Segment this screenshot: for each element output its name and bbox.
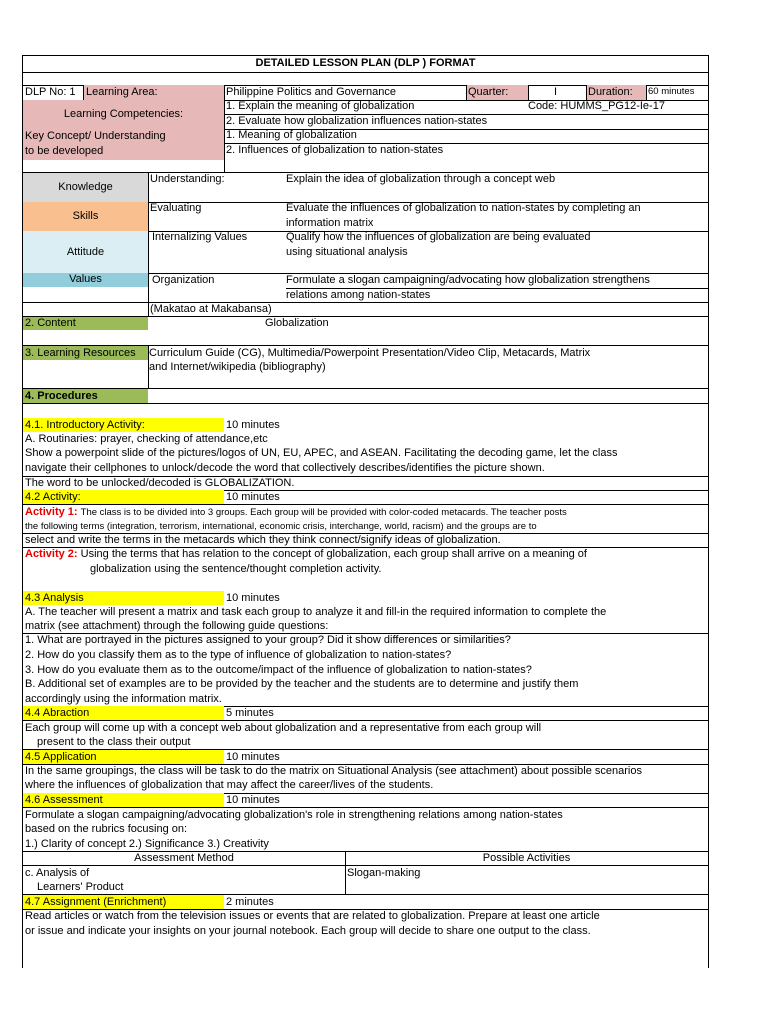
key-concept-label-1: Key Concept/ Understanding: [25, 130, 166, 142]
intro-label-cell: [23, 418, 224, 432]
assessment-method-header: Assessment Method: [134, 852, 234, 864]
assessment-method-2: Learners' Product: [37, 881, 124, 893]
attitude-objective-1: Qualify how the influences of globalization are being evaluated: [286, 231, 591, 243]
possible-activity-value: Slogan-making: [347, 867, 421, 879]
activity-label-cell: [23, 490, 224, 504]
resources-label-cell: [23, 346, 148, 360]
activity-2-tag: Activity 2:: [25, 548, 78, 560]
learning-area-value: Philippine Politics and Governance: [226, 86, 396, 98]
procedures-label: 4. Procedures: [25, 390, 98, 402]
duration-label: Duration:: [588, 86, 633, 98]
quarter-value: I: [554, 86, 558, 98]
skills-objective-2: information matrix: [286, 217, 374, 229]
dlp-number: DLP No: 1: [25, 86, 76, 98]
analysis-line-2: matrix (see attachment) through the following guide questions:: [25, 620, 329, 632]
analysis-line-5: 3. How do you evaluate them as to the outcome/impact of the influence of globalization to nation-states?: [25, 664, 532, 676]
attitude-label-cell: [23, 231, 148, 273]
assessment-line-2: based on the rubrics focusing on:: [25, 823, 188, 835]
attitude-label: Attitude: [66, 246, 105, 258]
duration-label-cell: [586, 85, 646, 100]
analysis-time: 10 minutes: [226, 592, 280, 604]
activity-1-line-1: The class is to be divided into 3 groups. Each group will be provided with color-coded metacards. The teacher posts: [80, 507, 567, 518]
assignment-line-1: Read articles or watch from the television issues or events that are related to globalization. Prepare at least one article: [25, 910, 600, 922]
assessment-label-cell: [23, 793, 224, 807]
competency-1: 1. Explain the meaning of globalization: [226, 100, 415, 112]
application-label: 4.5 Application: [25, 751, 97, 763]
analysis-line-6: B. Additional set of examples are to be provided by the teacher and the students are to determine and justify them: [25, 678, 579, 690]
assessment-line-3: 1.) Clarity of concept 2.) Significance 3.) Creativity: [25, 838, 269, 850]
application-line-2: where the influences of globalization that may affect the career/lives of the students.: [25, 779, 434, 791]
application-label-cell: [23, 750, 224, 764]
procedures-label-cell: [23, 389, 148, 403]
quarter-label-cell: [466, 85, 528, 100]
values-note: (Makatao at Makabansa): [150, 303, 272, 315]
key-concept-label-2: to be developed: [25, 145, 104, 157]
key-concept-2: 2. Influences of globalization to nation-states: [226, 144, 444, 156]
duration-value: 60 minutes: [648, 86, 695, 97]
divider: [23, 72, 708, 73]
intro-line-4: The word to be unlocked/decoded is GLOBALIZATION.: [25, 477, 295, 489]
analysis-line-7: accordingly using the information matrix.: [25, 693, 222, 705]
activity-2-line-2: globalization using the sentence/thought completion activity.: [90, 563, 382, 575]
assignment-line-2: or issue and indicate your insights on your journal notebook. Each group will decide to share one output to the class.: [25, 925, 591, 937]
application-time: 10 minutes: [226, 751, 280, 763]
assessment-method-1: c. Analysis of: [25, 867, 90, 879]
resources-line-2: and Internet/wikipedia (bibliography): [149, 361, 326, 373]
attitude-objective-2: using situational analysis: [286, 246, 408, 258]
possible-activities-header: Possible Activities: [482, 852, 571, 864]
key-concept-1: 1. Meaning of globalization: [226, 129, 357, 141]
resources-label: 3. Learning Resources: [25, 347, 136, 359]
competencies-label-cell: [23, 100, 224, 129]
analysis-label: 4.3 Analysis: [25, 592, 84, 604]
intro-label: 4.1. Introductory Activity:: [25, 419, 145, 431]
learning-area-label: Learning Area:: [86, 86, 158, 98]
values-label: Values: [69, 273, 102, 285]
abstraction-line-2: present to the class their output: [37, 736, 191, 748]
competency-2: 2. Evaluate how globalization influences nation-states: [226, 115, 488, 127]
activity-label: 4.2 Activity:: [25, 491, 81, 503]
activity-1-line-2: the following terms (integration, terrorism, international, economic crisis, interchange, world, racism) and the groups are to: [25, 521, 537, 532]
assignment-label-cell: [23, 895, 224, 909]
analysis-label-cell: [23, 591, 224, 605]
assessment-time: 10 minutes: [226, 794, 280, 806]
intro-line-1: A. Routinaries: prayer, checking of attendance,etc: [25, 433, 268, 445]
knowledge-objective: Explain the idea of globalization through a concept web: [286, 173, 556, 185]
activity-1-line-3: select and write the terms in the metacards which they think connect/signify ideas of globalization.: [25, 534, 501, 546]
competency-code: Code: HUMMS_PG12-Ie-17: [528, 100, 665, 112]
analysis-line-4: 2. How do you classify them as to the type of influence of globalization to nation-states?: [25, 649, 452, 661]
abstraction-time: 5 minutes: [226, 707, 274, 719]
abstraction-label-cell: [23, 706, 224, 720]
values-level: Organization: [152, 274, 215, 286]
quarter-label: Quarter:: [468, 86, 509, 98]
lesson-plan-sheet: [22, 55, 709, 968]
knowledge-label: Knowledge: [58, 181, 113, 193]
activity-2-line-1: Using the terms that has relation to the concept of globalization, each group shall arrive on a meaning of: [80, 548, 587, 560]
analysis-line-1: A. The teacher will present a matrix and task each group to analyze it and fill-in the required information to complete the: [25, 606, 607, 618]
knowledge-level: Understanding:: [150, 173, 225, 185]
analysis-line-3: 1. What are portrayed in the pictures assigned to your group? Did it show differences or similarities?: [25, 634, 511, 646]
activity-time: 10 minutes: [226, 491, 280, 503]
resources-line-1: Curriculum Guide (CG), Multimedia/Powerpoint Presentation/Video Clip, Metacards, Matrix: [149, 347, 591, 359]
skills-objective-1: Evaluate the influences of globalization to nation-states by completing an: [286, 202, 641, 214]
activity-1-text: [25, 505, 567, 520]
key-concept-label-cell: [23, 129, 224, 160]
content-label-cell: [23, 317, 148, 330]
knowledge-label-cell: [23, 173, 148, 202]
skills-label: Skills: [72, 210, 99, 222]
activity-1-tag: Activity 1:: [25, 506, 78, 518]
intro-line-3: navigate their cellphones to unlock/decode the word that collectively describes/identifies the picture shown.: [25, 462, 545, 474]
assessment-label: 4.6 Assessment: [25, 794, 103, 806]
skills-label-cell: [23, 202, 148, 231]
values-objective-1: Formulate a slogan campaigning/advocating how globalization strengthens: [286, 274, 650, 286]
values-objective-2: relations among nation-states: [286, 289, 431, 301]
abstraction-line-1: Each group will come up with a concept web about globalization and a representative from each group will: [25, 722, 542, 734]
page-title: DETAILED LESSON PLAN (DLP ) FORMAT: [255, 57, 476, 69]
abstraction-label: 4.4 Abraction: [25, 707, 90, 719]
skills-level: Evaluating: [150, 202, 202, 214]
attitude-level: Internalizing Values: [152, 231, 248, 243]
competencies-label: Learning Competencies:: [63, 108, 184, 120]
assessment-line-1: Formulate a slogan campaigning/advocating globalization's role in strengthening relations among nation-states: [25, 809, 563, 821]
assignment-time: 2 minutes: [226, 896, 274, 908]
intro-line-2: Show a powerpoint slide of the pictures/logos of UN, EU, APEC, and ASEAN. Facilitating the decoding game, let the class: [25, 447, 618, 459]
activity-2-text: [25, 547, 587, 561]
content-value: Globalization: [265, 317, 329, 329]
values-label-cell: [23, 273, 148, 287]
learning-area-label-cell: [84, 85, 224, 100]
intro-time: 10 minutes: [226, 419, 280, 431]
content-label: 2. Content: [25, 317, 76, 329]
application-line-1: In the same groupings, the class will be task to do the matrix on Situational Analysis (see attachment) about possible scenarios: [25, 765, 642, 777]
assignment-label: 4.7 Assignment (Enrichment): [25, 896, 167, 908]
